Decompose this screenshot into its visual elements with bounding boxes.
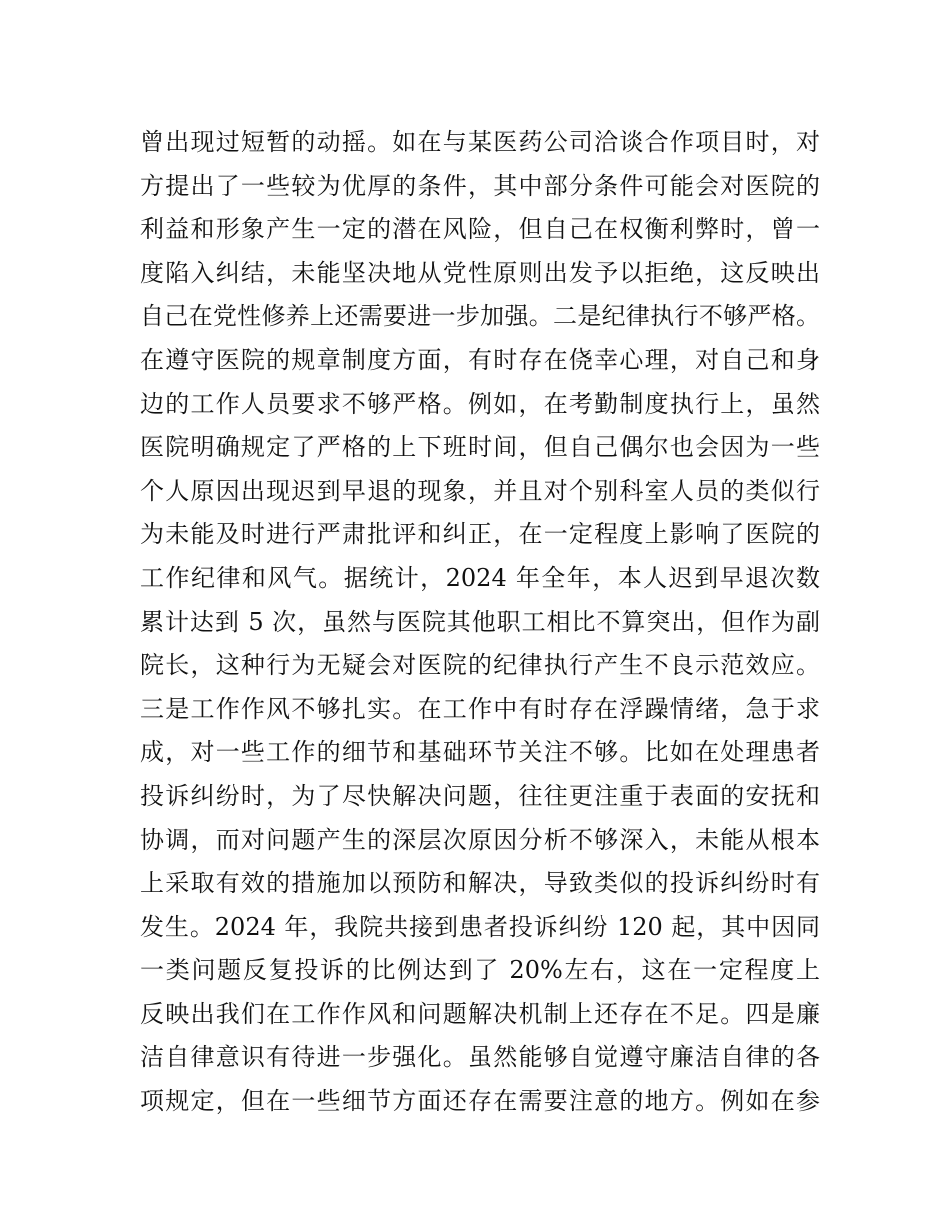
- text-line: 自己在党性修养上还需要进一步加强。二是纪律执行不够严格。: [140, 302, 820, 331]
- text-line: 利益和形象产生一定的潜在风险，但自己在权衡利弊时，曾一: [140, 215, 820, 244]
- text-line: 洁自律意识有待进一步强化。虽然能够自觉遵守廉洁自律的各: [140, 1043, 820, 1072]
- document-body: [140, 121, 820, 1124]
- text-line: 个人原因出现迟到早退的现象，并且对个别科室人员的类似行: [140, 476, 820, 505]
- text-line: 三是工作作风不够扎实。在工作中有时存在浮躁情绪，急于求: [140, 694, 820, 723]
- text-line: 工作纪律和风气。据统计，2024 年全年，本人迟到早退次数: [140, 563, 820, 592]
- text-line: 发生。2024 年，我院共接到患者投诉纠纷 120 起，其中因同: [140, 912, 820, 941]
- text-line: 边的工作人员要求不够严格。例如，在考勤制度执行上，虽然: [140, 389, 820, 418]
- text-line: 一类问题反复投诉的比例达到了 20%左右，这在一定程度上: [140, 956, 820, 985]
- text-line: 医院明确规定了严格的上下班时间，但自己偶尔也会因为一些: [140, 433, 820, 462]
- text-line: 度陷入纠结，未能坚决地从党性原则出发予以拒绝，这反映出: [140, 258, 820, 287]
- text-line: 方提出了一些较为优厚的条件，其中部分条件可能会对医院的: [140, 171, 820, 200]
- text-line: 项规定，但在一些细节方面还存在需要注意的地方。例如在参: [140, 1087, 820, 1116]
- text-line: 上采取有效的措施加以预防和解决，导致类似的投诉纠纷时有: [140, 869, 820, 898]
- text-line: 在遵守医院的规章制度方面，有时存在侥幸心理，对自己和身: [140, 345, 820, 374]
- text-line: 投诉纠纷时，为了尽快解决问题，往往更注重于表面的安抚和: [140, 781, 820, 810]
- text-line: 反映出我们在工作作风和问题解决机制上还存在不足。四是廉: [140, 999, 820, 1028]
- text-line: 为未能及时进行严肃批评和纠正，在一定程度上影响了医院的: [140, 520, 820, 549]
- text-line: 院长，这种行为无疑会对医院的纪律执行产生不良示范效应。: [140, 651, 820, 680]
- text-line: 协调，而对问题产生的深层次原因分析不够深入，未能从根本: [140, 825, 820, 854]
- text-line: 累计达到 5 次，虽然与医院其他职工相比不算突出，但作为副: [140, 607, 820, 636]
- text-line: 成，对一些工作的细节和基础环节关注不够。比如在处理患者: [140, 738, 820, 767]
- text-line: 曾出现过短暂的动摇。如在与某医药公司洽谈合作项目时，对: [140, 128, 820, 156]
